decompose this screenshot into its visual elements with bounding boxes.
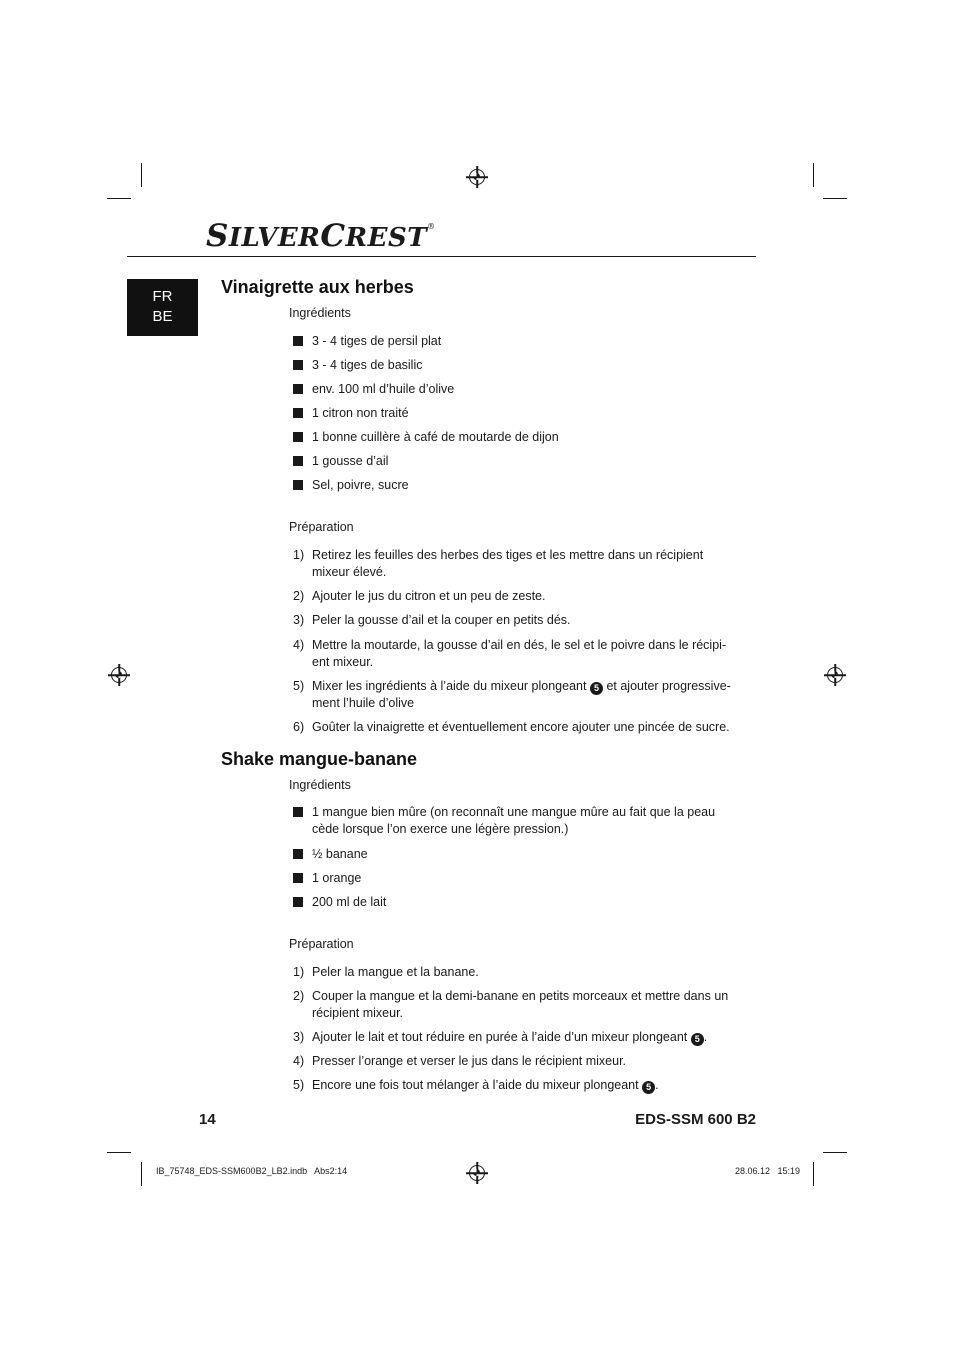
bullet-icon [293,360,303,370]
section-title: Shake mangue-banane [221,749,418,769]
registration-mark-icon [469,1165,485,1181]
bullet-icon [293,432,303,442]
ingredients-heading: Ingrédients [289,306,351,320]
step-item: 4) Mettre la moutarde, la gousse d’ail en dés, le sel et le poivre dans le récipi-ent mixeur. [293,638,727,669]
brand-logo: SILVERCREST® [206,218,436,254]
crop-mark [823,198,847,199]
crop-mark [813,163,814,187]
list-item: 1 gousse d’ail [293,453,738,470]
list-item: env. 100 ml d’huile d’olive [293,381,738,398]
bullet-icon [293,408,303,418]
step-item: 2) Ajouter le jus du citron et un peu de zeste. [293,589,546,603]
bullet-icon [293,480,303,490]
bullet-icon [293,897,303,907]
bullet-icon [293,849,303,859]
list-item: ½ banane [293,846,738,863]
registration-mark-icon [469,169,485,185]
language-tab: FR BE [127,279,198,336]
step-item: 3) Peler la gousse d’ail et la couper en petits dés. [293,613,571,627]
reference-number-icon: 5 [590,682,603,695]
step-item: 5) Mixer les ingrédients à l’aide du mixeur plongeant 5 et ajouter progressive-ment l’huile d’olive [293,679,731,710]
bullet-icon [293,456,303,466]
step-item: 5) Encore une fois tout mélanger à l’aide du mixeur plongeant 5 . [293,1078,659,1092]
print-date: 28.06.12 15:19 [735,1166,801,1176]
crop-mark [813,1162,814,1186]
crop-mark [107,198,131,199]
header-divider [127,256,756,257]
list-item: 1 bonne cuillère à café de moutarde de dijon [293,429,738,446]
section-title: Vinaigrette aux herbes [221,277,414,297]
crop-mark [141,163,142,187]
step-item: 1) Retirez les feuilles des herbes des tiges et les mettre dans un récipient mixeur élevé. [293,548,704,579]
crop-mark [823,1152,847,1153]
step-item: 1) Peler la mangue et la banane. [293,965,479,979]
step-item: 2) Couper la mangue et la demi-banane en petits morceaux et mettre dans un récipient mixeur. [293,989,729,1020]
crop-mark [141,1162,142,1186]
reference-number-icon: 5 [642,1081,655,1094]
bullet-icon [293,336,303,346]
ingredients-heading: Ingrédients [289,778,351,792]
preparation-heading: Préparation [289,520,354,534]
crop-mark [107,1152,131,1153]
list-item: 3 - 4 tiges de basilic [293,357,738,374]
list-item: 3 - 4 tiges de persil plat [293,333,738,350]
list-item: 1 orange [293,870,738,887]
list-item: 200 ml de lait [293,894,738,911]
model-number: EDS-SSM 600 B2 [635,1111,756,1128]
reference-number-icon: 5 [691,1033,704,1046]
list-item: Sel, poivre, sucre [293,477,738,494]
registration-mark-icon [827,667,843,683]
preparation-heading: Préparation [289,937,354,951]
registration-mark-icon [111,667,127,683]
page-number: 14 [199,1111,216,1128]
list-item: 1 mangue bien mûre (on reconnaît une mangue mûre au fait que la peau cède lorsque l’on exerce une légère pression.) [293,804,738,838]
bullet-icon [293,873,303,883]
file-info: IB_75748_EDS-SSM600B2_LB2.indb Abs2:14 [156,1166,348,1176]
step-item: 3) Ajouter le lait et tout réduire en purée à l’aide d’un mixeur plongeant 5 . [293,1030,708,1044]
bullet-icon [293,807,303,817]
step-item: 4) Presser l’orange et verser le jus dans le récipient mixeur. [293,1054,627,1068]
step-item: 6) Goûter la vinaigrette et éventuellement encore ajouter une pincée de sucre. [293,720,730,734]
bullet-icon [293,384,303,394]
list-item: 1 citron non traité [293,405,738,422]
